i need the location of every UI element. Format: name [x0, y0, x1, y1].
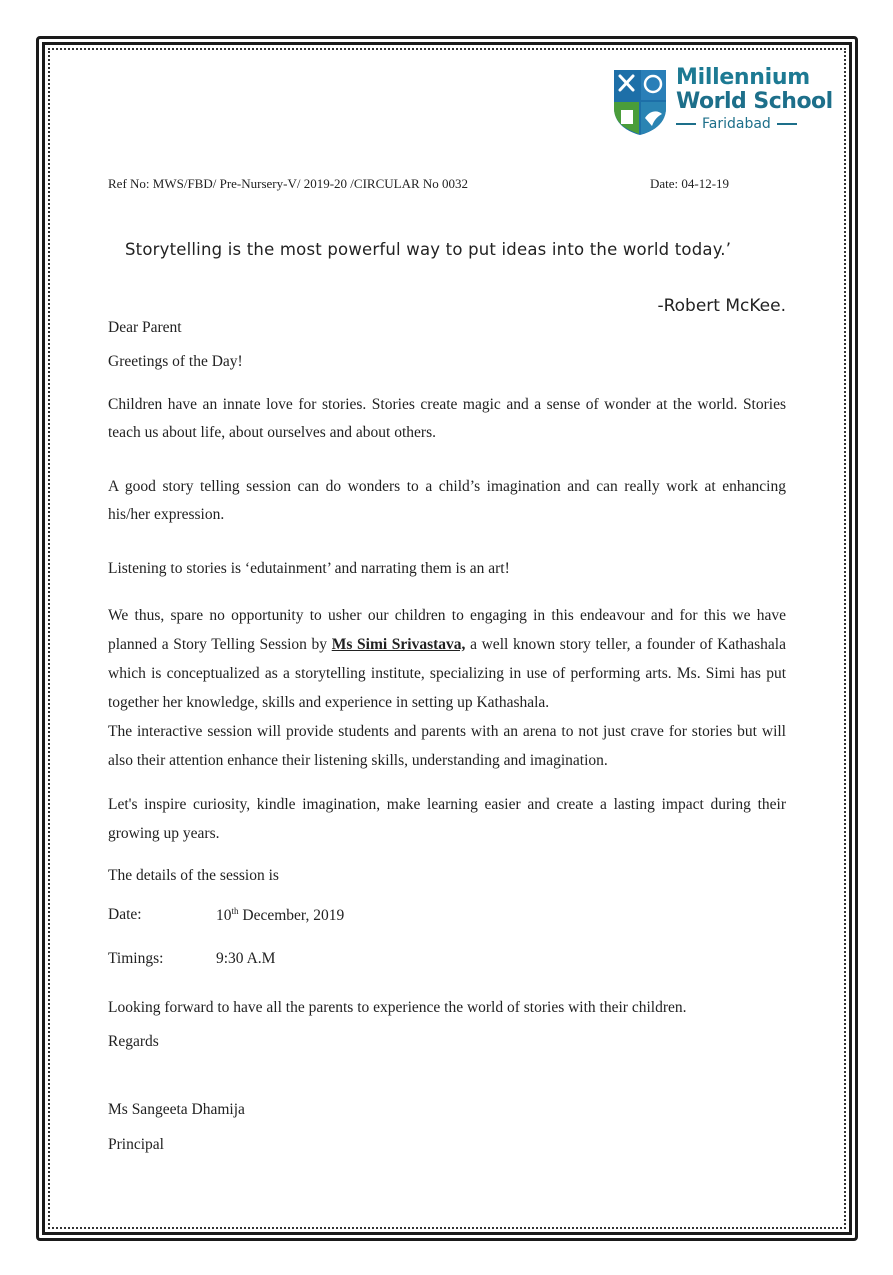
school-logo	[612, 65, 833, 142]
details-intro: The details of the session is	[108, 867, 279, 884]
session-timings-value: 9:30 A.M	[216, 950, 276, 967]
paragraph-4	[108, 601, 786, 717]
paragraph-6: Let's inspire curiosity, kindle imagination, make learning easier and create a lasting impact during their growing up years.	[108, 796, 786, 842]
school-crest-icon	[612, 68, 668, 136]
closing-line: Looking forward to have all the parents to experience the world of stories with their children.	[108, 999, 687, 1016]
storyteller-name: Ms Simi Srivastava,	[331, 636, 466, 653]
regards: Regards	[108, 1033, 159, 1050]
paragraph-2: A good story telling session can do wonders to a child’s imagination and can really work at enhancing his/her expression.	[108, 478, 786, 523]
paragraph-5: The interactive session will provide students and parents with an arena to not just crave for stories but will also their attention enhance their listening skills, understanding and imagination.	[108, 723, 786, 769]
session-timings-label: Timings:	[108, 950, 164, 967]
logo-line-2: World School	[676, 89, 833, 114]
session-date-day: 10	[216, 907, 232, 925]
logo-dash-left	[676, 123, 696, 125]
quote-author: -Robert McKee.	[657, 296, 786, 316]
session-date-suffix: th	[231, 906, 239, 916]
logo-dash-right	[777, 123, 797, 125]
salutation: Dear Parent	[108, 319, 182, 336]
paragraph-1: Children have an innate love for stories. Stories create magic and a sense of wonder at the world. Stories teach us about life, about ourselves and about others.	[108, 396, 786, 441]
logo-line-3	[676, 114, 821, 134]
greeting: Greetings of the Day!	[108, 353, 243, 370]
signatory-name: Ms Sangeeta Dhamija	[108, 1101, 245, 1118]
paragraph-4-start: We thus, spare no opportunity to usher our children to engaging in this endeavour and for this we have planned a Story Telling Session by	[108, 607, 786, 653]
circular-date: Date: 04-12-19	[650, 176, 730, 191]
paragraph-3: Listening to stories is ‘edutainment’ and narrating them is an art!	[108, 560, 510, 577]
session-date-rest: December, 2019	[238, 907, 345, 925]
logo-line-1: Millennium	[676, 65, 810, 90]
quote-text: Storytelling is the most powerful way to put ideas into the world today.’	[125, 240, 732, 259]
reference-number: Ref No: MWS/FBD/ Pre-Nursery-V/ 2019-20 /CIRCULAR No 0032	[108, 176, 469, 191]
logo-city: Faridabad	[702, 116, 771, 132]
session-date-label: Date:	[108, 906, 142, 923]
session-date-value	[216, 906, 344, 925]
paragraph-4-end: a well known story teller, a founder of Kathashala which is conceptualized as a storytelling institute, specializing in use of performing arts. Ms. Simi has put together her knowledge, skills and experience in setting up Kathashala.	[108, 636, 786, 711]
signatory-designation: Principal	[108, 1136, 164, 1153]
